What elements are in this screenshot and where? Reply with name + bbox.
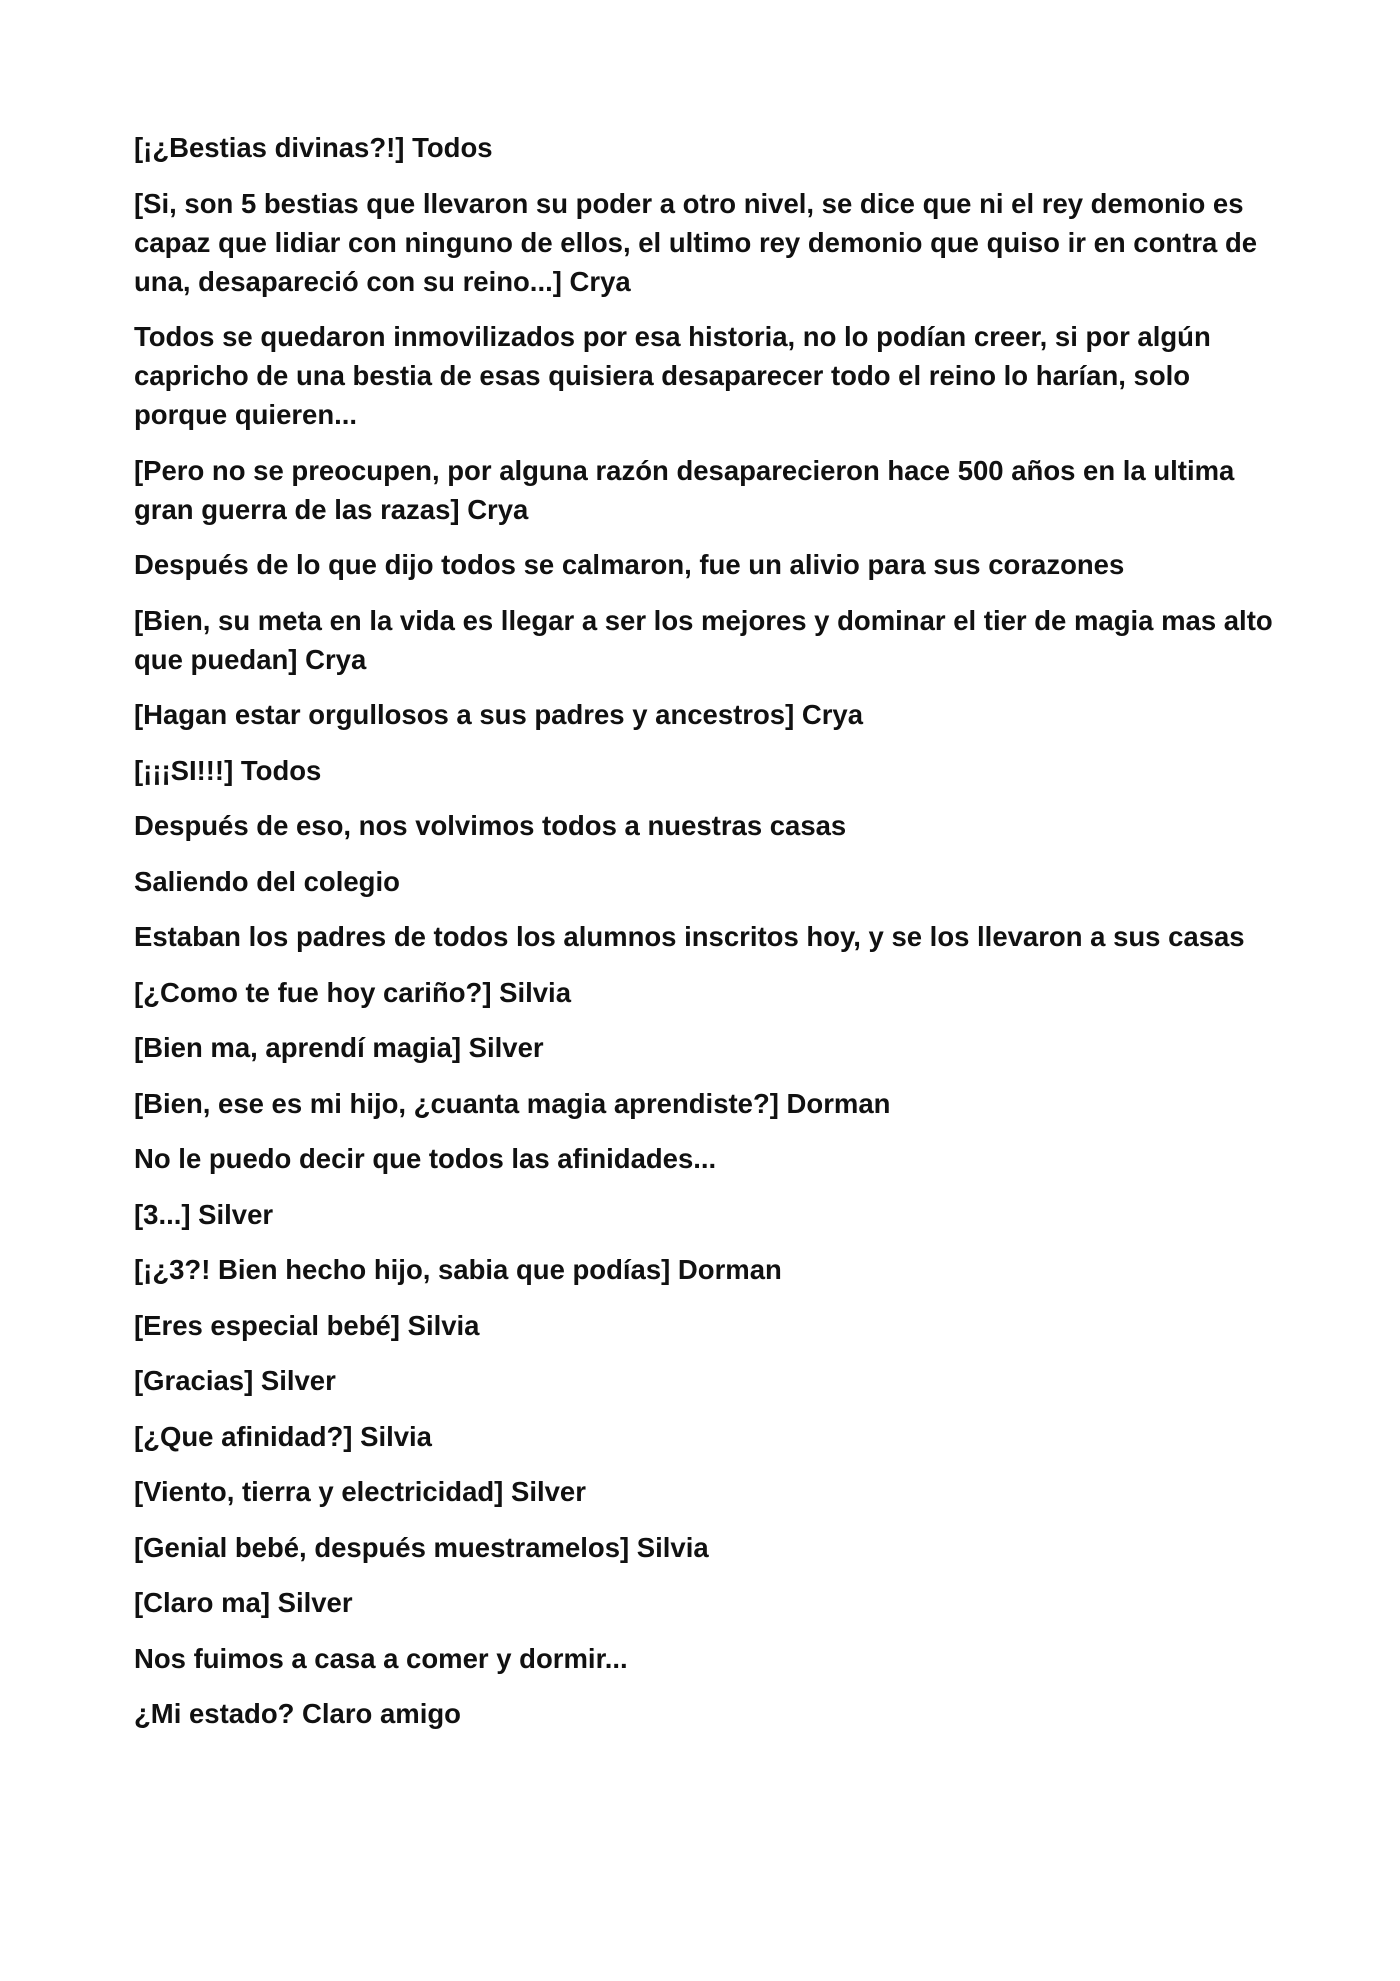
paragraph: [¿Que afinidad?] Silvia (134, 1420, 432, 1452)
paragraph: Saliendo del colegio (134, 865, 400, 897)
paragraph: [Bien, ese es mi hijo, ¿cuanta magia aprendiste?] Dorman (134, 1087, 891, 1119)
paragraph: [Viento, tierra y electricidad] Silver (134, 1476, 586, 1507)
paragraph: [Genial bebé, después muestramelos] Silvia (134, 1531, 709, 1563)
paragraph: Todos se quedaron inmovilizados por esa historia, no lo podían creer, si por algún capricho de una bestia de esas quisiera desaparecer todo el reino lo harían, solo porque quieren... (134, 321, 1211, 430)
paragraph: [¡¿Bestias divinas?!] Todos (134, 132, 493, 163)
paragraph: [3...] Silver (134, 1198, 274, 1230)
paragraph: [¿Como te fue hoy cariño?] Silvia (134, 976, 571, 1008)
paragraph: No le puedo decir que todos las afinidades... (134, 1143, 717, 1174)
paragraph: Después de lo que dijo todos se calmaron, fue un alivio para sus corazones (134, 549, 1125, 580)
paragraph: Estaban los padres de todos los alumnos inscritos hoy, y se los llevaron a sus casas (134, 921, 1245, 952)
paragraph: [Si, son 5 bestias que llevaron su poder a otro nivel, se dice que ni el rey demonio es capaz que lidiar con ninguno de ellos, el ultimo rey demonio que quiso ir en contra de una, desapareció con su reino...] Crya (134, 187, 1258, 297)
paragraph: [¡¡¡SI!!!] Todos (134, 754, 322, 786)
paragraph: [¡¿3?! Bien hecho hijo, sabia que podías] Dorman (134, 1254, 782, 1285)
paragraph: [Bien, su meta en la vida es llegar a ser los mejores y dominar el tier de magia mas alto que puedan] Crya (134, 604, 1273, 675)
paragraph: [Gracias] Silver (134, 1365, 336, 1396)
paragraph: [Pero no se preocupen, por alguna razón desaparecieron hace 500 años en la ultima gran guerra de las razas] Crya (134, 454, 1235, 525)
paragraph: [Claro ma] Silver (134, 1587, 353, 1618)
paragraph: [Bien ma, aprendí magia] Silver (134, 1032, 544, 1063)
document-body (134, 128, 1284, 1750)
paragraph: [Hagan estar orgullosos a sus padres y ancestros] Crya (134, 699, 864, 730)
paragraph: Después de eso, nos volvimos todos a nuestras casas (134, 810, 847, 841)
paragraph: ¿Mi estado? Claro amigo (134, 1698, 461, 1729)
paragraph: Nos fuimos a casa a comer y dormir... (134, 1642, 628, 1674)
paragraph: [Eres especial bebé] Silvia (134, 1309, 480, 1341)
